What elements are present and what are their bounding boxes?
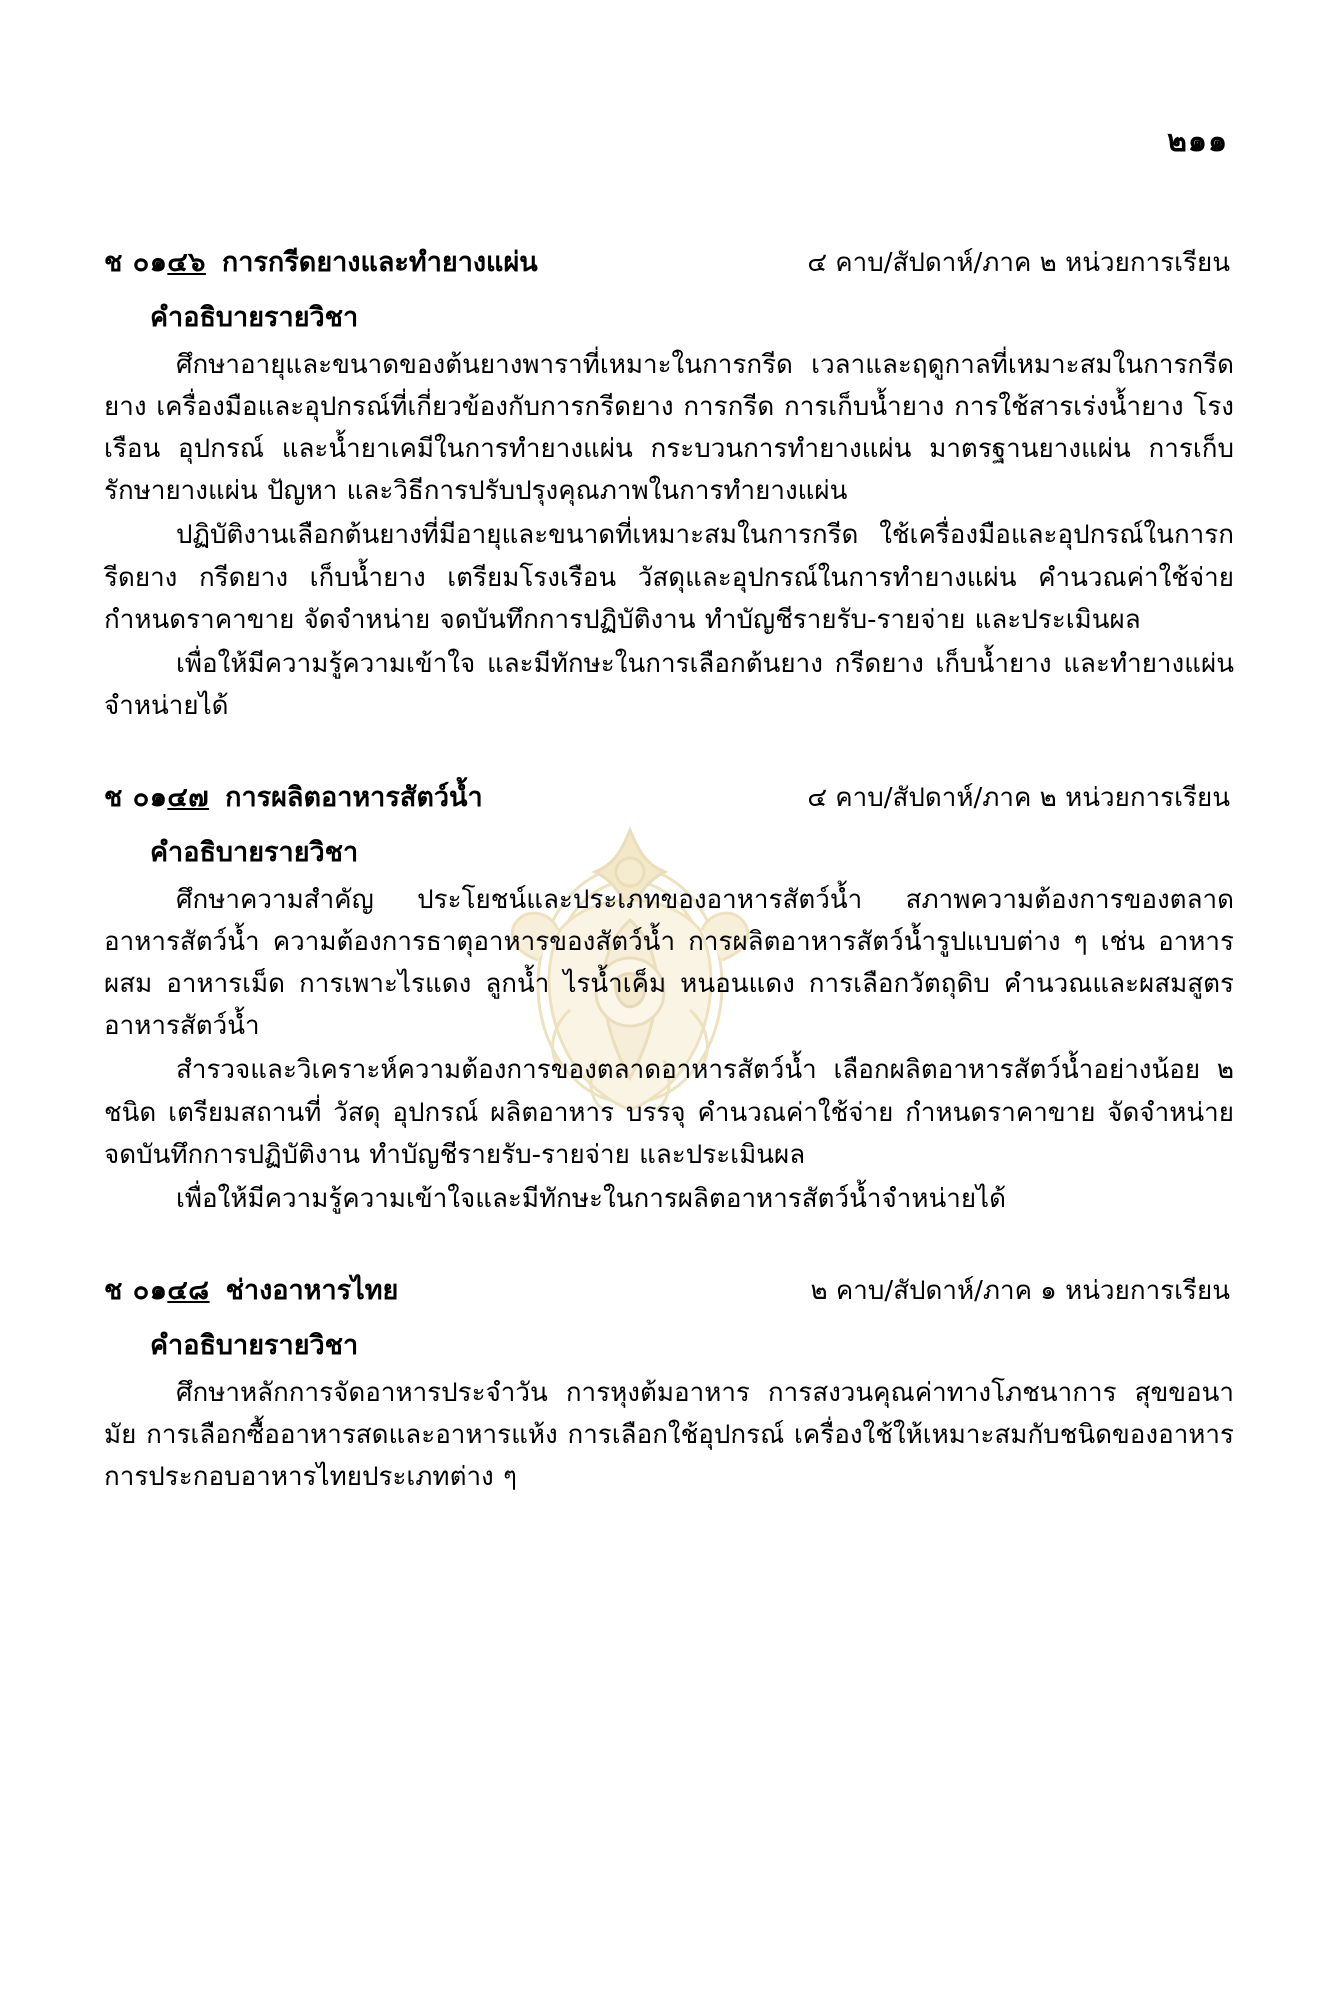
course-title: การกรีดยางและทำยางแผ่น: [221, 247, 538, 278]
course-heading: [104, 775, 1234, 818]
course-paragraph: ศึกษาหลักการจัดอาหารประจำวัน การหุงต้มอาหาร การสงวนคุณค่าทางโภชนาการ สุขขอนามัย การเลือกซื้ออาหารสดและอาหารแห้ง การเลือกใช้อุปกรณ์ เครื่องใช้ให้เหมาะสมกับชนิดของอาหาร การประกอบอาหารไทยประเภทต่าง ๆ: [104, 1377, 1234, 1493]
section-spacer: [104, 1242, 1234, 1268]
course-description-heading: คำอธิบายรายวิชา: [150, 302, 359, 333]
course-description-heading: คำอธิบายรายวิชา: [150, 1329, 359, 1361]
course-paragraph: ปฏิบัติงานเลือกต้นยางที่มีอายุและขนาดที่เหมาะสมในการกรีด ใช้เครื่องมือและอุปกรณ์ในการกรีดยาง กรีดยาง เก็บน้ำยาง เตรียมโรงเรือน วัสดุและอุปกรณ์ในการทำยางแผ่น คำนวณค่าใช้จ่าย กำหนดราคาขาย จัดจำหน่าย จดบันทึกการปฏิบัติงาน ทำบัญชีรายรับ-รายจ่าย และประเมินผล: [104, 520, 1234, 635]
course-paragraph: ศึกษาความสำคัญ ประโยชน์และประเภทของอาหารสัตว์น้ำ สภาพความต้องการของตลาดอาหารสัตว์น้ำ ความต้องการธาตุอาหารของสัตว์น้ำ การผลิตอาหารสัตว์น้ำรูปแบบต่าง ๆ เช่น อาหารผสม อาหารเม็ด การเพาะไรแดง ลูกน้ำ ไรน้ำเค็ม หนอนแดง การเลือกวัตถุดิบ คำนวณและผสมสูตรอาหารสัตว์น้ำ: [104, 884, 1234, 1042]
course-title: การผลิตอาหารสัตว์น้ำ: [225, 781, 483, 813]
course-credit: ๒ คาบ/สัปดาห์/ภาค ๑ หน่วยการเรียน: [810, 1275, 1230, 1306]
section-spacer: [104, 749, 1234, 775]
course-code: ช ๐๑๔๖: [104, 247, 206, 278]
course-paragraph: ศึกษาอายุและขนาดของต้นยางพาราที่เหมาะในการกรีด เวลาและฤดูกาลที่เหมาะสมในการกรีดยาง เครื่องมือและอุปกรณ์ที่เกี่ยวข้องกับการกรีดยาง การกรีด การเก็บน้ำยาง การใช้สารเร่งน้ำยาง โรงเรือน อุปกรณ์ และน้ำยาเคมีในการทำยางแผ่น กระบวนการทำยางแผ่น มาตรฐานยางแผ่น การเก็บรักษายางแผ่น ปัญหา และวิธีการปรับปรุงคุณภาพในการทำยางแผ่น: [104, 350, 1234, 507]
course-credit: ๔ คาบ/สัปดาห์/ภาค ๒ หน่วยการเรียน: [807, 248, 1230, 278]
course-code: ช ๐๑๔๘: [104, 1274, 210, 1306]
course-code: ช ๐๑๔๗: [104, 781, 210, 813]
document-body: [104, 240, 1234, 1520]
course-heading: [104, 1268, 1234, 1311]
page-number: ๒๑๑: [1167, 124, 1228, 159]
course-heading: [104, 240, 1234, 283]
course-block: [104, 1268, 1234, 1498]
course-paragraph: เพื่อให้มีความรู้ความเข้าใจและมีทักษะในการผลิตอาหารสัตว์น้ำจำหน่ายได้: [176, 1183, 1007, 1214]
course-description-heading: คำอธิบายรายวิชา: [150, 836, 359, 868]
course-title: ช่างอาหารไทย: [225, 1274, 399, 1306]
course-paragraph: เพื่อให้มีความรู้ความเข้าใจ และมีทักษะในการเลือกต้นยาง กรีดยาง เก็บน้ำยาง และทำยางแผ่นจำหน่ายได้: [104, 648, 1234, 721]
course-credit: ๔ คาบ/สัปดาห์/ภาค ๒ หน่วยการเรียน: [807, 782, 1230, 813]
course-block: [104, 775, 1234, 1220]
course-paragraph: สำรวจและวิเคราะห์ความต้องการของตลาดอาหารสัตว์น้ำ เลือกผลิตอาหารสัตว์น้ำอย่างน้อย ๒ ชนิด เตรียมสถานที่ วัสดุ อุปกรณ์ ผลิตอาหาร บรรจุ คำนวณค่าใช้จ่าย กำหนดราคาขาย จัดจำหน่าย จดบันทึกการปฏิบัติงาน ทำบัญชีรายรับ-รายจ่าย และประเมินผล: [104, 1055, 1234, 1170]
course-block: [104, 240, 1234, 727]
